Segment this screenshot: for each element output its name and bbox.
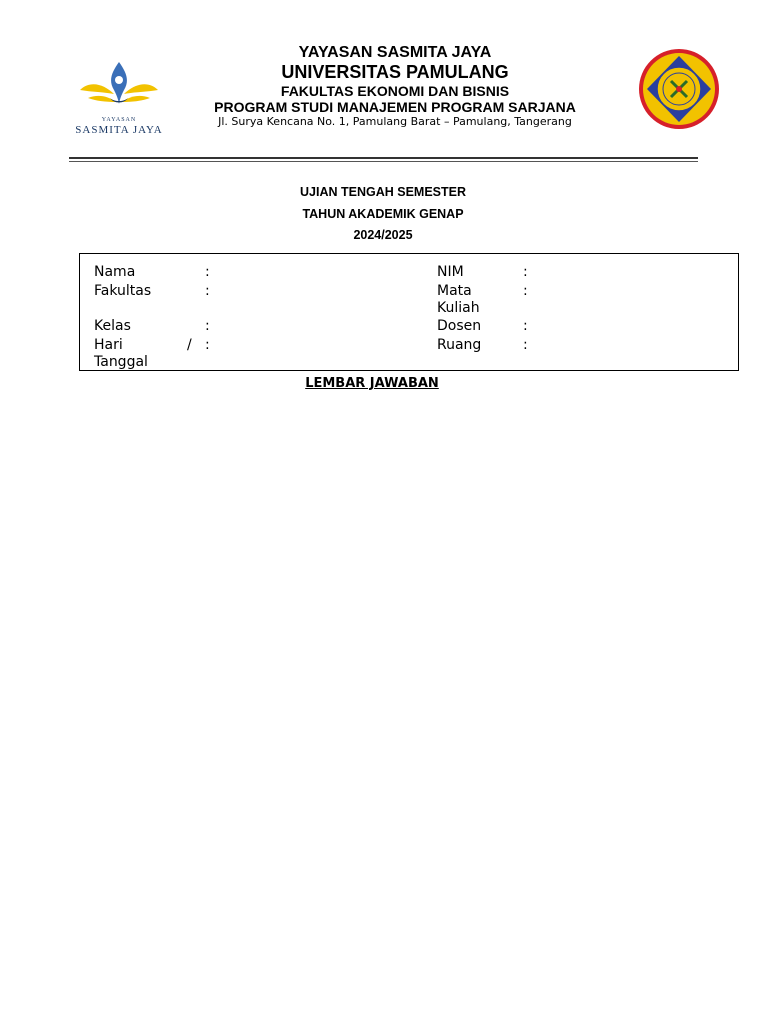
sasmita-jaya-emblem-icon xyxy=(74,58,164,116)
faculty-name: FAKULTAS EKONOMI DAN BISNIS xyxy=(280,83,510,99)
field-label: Kelas xyxy=(94,318,131,334)
exam-title-line2: TAHUN AKADEMIK GENAP xyxy=(302,206,464,221)
field-label: Nama xyxy=(94,264,136,280)
field-colon: : xyxy=(523,318,528,334)
field-colon: : xyxy=(205,264,210,280)
address: Jl. Surya Kencana No. 1, Pamulang Barat – Pamulang, Tangerang xyxy=(218,115,572,128)
letterhead xyxy=(180,44,610,128)
field-label: Dosen xyxy=(437,318,482,334)
exam-title-line1: UJIAN TENGAH SEMESTER xyxy=(300,185,466,199)
field-colon: : xyxy=(523,264,528,280)
field-colon: : xyxy=(205,283,210,299)
answer-sheet-title: LEMBAR JAWABAN xyxy=(305,376,439,391)
unpam-seal xyxy=(637,48,723,130)
field-colon: : xyxy=(523,283,528,299)
left-logo-caption xyxy=(74,116,164,136)
university-name: UNIVERSITAS PAMULANG xyxy=(281,62,509,82)
header-rule-thick xyxy=(69,157,698,159)
field-label: Hari xyxy=(94,337,123,353)
field-slash: / xyxy=(187,337,192,353)
field-label: NIM xyxy=(437,264,464,280)
field-colon: : xyxy=(205,318,210,334)
header-rule-thin xyxy=(69,161,698,162)
field-label-line2: Tanggal xyxy=(94,354,148,370)
field-label: Mata xyxy=(437,283,472,299)
field-label: Ruang xyxy=(437,337,482,353)
student-identity-box xyxy=(79,253,739,371)
foundation-name: YAYASAN SASMITA JAYA xyxy=(298,44,492,61)
program-name: PROGRAM STUDI MANAJEMEN PROGRAM SARJANA xyxy=(214,99,576,115)
field-colon: : xyxy=(523,337,528,353)
field-label: Fakultas xyxy=(94,283,152,299)
exam-title-line3: 2024/2025 xyxy=(353,228,413,242)
left-logo-caption-main: SASMITA JAYA xyxy=(75,124,163,136)
left-logo-caption-small: YAYASAN xyxy=(101,117,137,123)
sasmita-jaya-logo xyxy=(74,58,164,136)
unpam-seal-icon xyxy=(637,48,723,130)
field-label-line2: Kuliah xyxy=(437,300,480,316)
exam-title xyxy=(200,182,566,247)
field-colon: : xyxy=(205,337,210,353)
